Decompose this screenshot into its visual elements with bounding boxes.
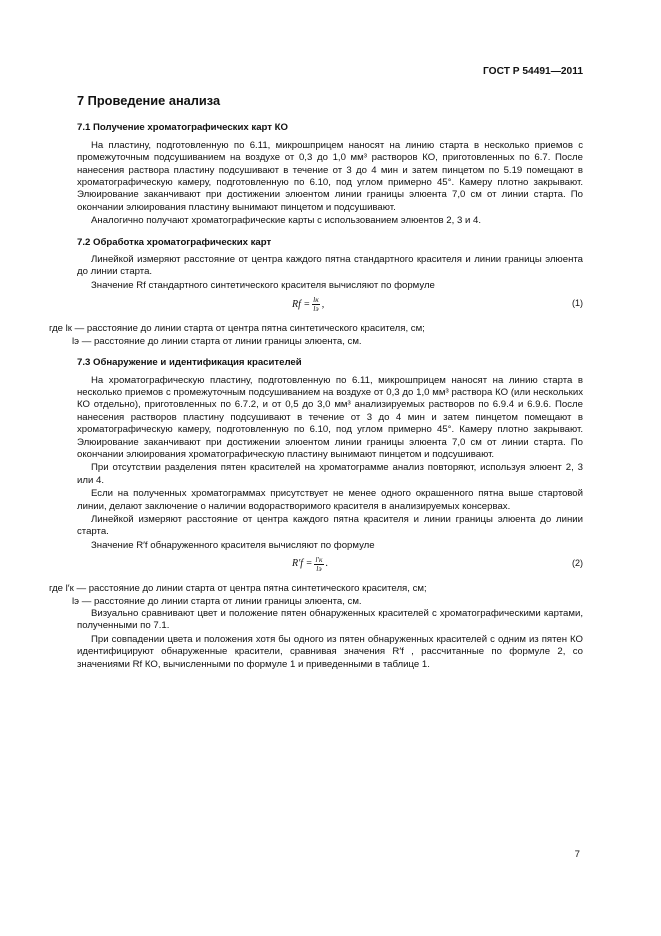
formula-2-expression <box>292 556 328 573</box>
s73-paragraph-4: Линейкой измеряют расстояние от центра каждого пятна красителя и линии границы элюента до линии старта. <box>77 513 583 538</box>
subsection-7-1-title: 7.1 Получение хроматографических карт КО <box>77 122 288 134</box>
s73-paragraph-1: На хроматографическую пластину, подготовленную по 6.11, микрошприцем наносят на линию старта в несколько приемов с промежуточным подсушиванием на воздухе от 0,3 до 1,0 мм³ раствора КО (или нескольких КО отдельно), приготовленных по 6.7.2, и от 0,5 до 3,0 мм³ анализируемых растворов по 6.9.4 и 6.9.6. После нанесения растворов пластину подсушивают в течение от 3 до 4 мин и затем пинцетом помещают в хроматографическую камеру, подготовленную по 6.10, под углом примерно 45°. Камеру плотно закрывают. Элюирование заканчивают при достижении элюентом линии границы элюента 7,0 см от линии старта. По окончании элюирования хроматографическую пластину вынимают пинцетом и подсушивают. <box>77 374 583 460</box>
s73-where-1: где l′к — расстояние до линии старта от центра пятна синтетического красителя, см; <box>49 583 427 595</box>
formula-1-denominator: lэ <box>313 304 319 314</box>
s71-paragraph-2: Аналогично получают хроматографические карты с использованием элюентов 2, 3 и 4. <box>91 215 481 227</box>
formula-1 <box>77 295 583 319</box>
formula-2-number: (2) <box>572 558 583 569</box>
subsection-7-3-title: 7.3 Обнаружение и идентификация красителей <box>77 357 302 369</box>
s73-where-2: lэ — расстояние до линии старта от линии границы элюента, см. <box>72 595 362 607</box>
formula-1-number: (1) <box>572 298 583 309</box>
s73-paragraph-2: При отсутствии разделения пятен красителей на хроматограмме анализ повторяют, используя элюент 2, 3 или 4. <box>77 462 583 486</box>
formula-2-fraction <box>314 556 323 573</box>
page-number: 7 <box>574 849 580 860</box>
formula-1-fraction <box>312 296 320 313</box>
s72-where-2: lэ — расстояние до линии старта от линии границы элюента, см. <box>72 335 362 347</box>
s73-paragraph-7: При совпадении цвета и положения хотя бы одного из пятен обнаруженных красителей с одним из пятен КО идентифицируют обнаруженные красители, сравнивая значения R′f , рассчитанные по формуле 2, со значениями Rf КО, вычисленными по формуле 1 и приведенными в таблице 1. <box>77 633 583 670</box>
formula-2-tail: . <box>325 558 329 570</box>
s73-paragraph-6: Визуально сравнивают цвет и положение пятен обнаруженных красителей с хроматографическими картами, полученными по 7.1. <box>77 608 583 632</box>
formula-1-expression <box>292 296 324 313</box>
page-content <box>49 93 583 672</box>
formula-1-tail: , <box>321 298 325 310</box>
formula-1-lhs: Rf = <box>292 298 311 310</box>
formula-2-lhs: R′f = <box>292 558 313 570</box>
s73-paragraph-3: Если на полученных хроматограммах присутствует не менее одного окрашенного пятна выше стартовой линии, делают заключение о наличии водорастворимого красителя в анализируемых консервах. <box>77 488 583 512</box>
formula-2 <box>77 555 583 579</box>
s71-paragraph-1: На пластину, подготовленную по 6.11, микрошприцем наносят на линию старта в несколько приемов с промежуточным подсушиванием на воздухе от 0,3 до 1,0 мм³ растворов КО, приготовленных по 6.7. После нанесения раствора пластину подсушивают в течение от 3 до 4 мин и затем пинцетом по 5.19 помещают в хроматографическую камеру, подготовленную по 6.10, под углом примерно 45°. Камеру плотно закрывают. Элюирование заканчивают при достижении элюентом линии границы элюента 7,0 см от линии старта. По окончании элюирования пластину вынимают пинцетом и подсушивают. <box>77 139 583 213</box>
s72-paragraph-1: Линейкой измеряют расстояние от центра каждого пятна стандартного красителя и линии границы элюента до линии старта. <box>77 254 583 278</box>
formula-2-numerator: l′к <box>315 555 323 565</box>
formula-1-numerator: lк <box>313 295 319 305</box>
s72-where-1: где lк — расстояние до линии старта от центра пятна синтетического красителя, см; <box>49 323 425 335</box>
formula-2-denominator: lэ <box>316 564 322 574</box>
s72-paragraph-2: Значение Rf стандартного синтетического красителя вычисляют по формуле <box>91 279 435 291</box>
section-title: 7 Проведение анализа <box>77 93 221 108</box>
standard-designation: ГОСТ Р 54491—2011 <box>483 66 583 77</box>
s73-paragraph-5: Значение R′f обнаруженного красителя вычисляют по формуле <box>91 539 375 551</box>
subsection-7-2-title: 7.2 Обработка хроматографических карт <box>77 236 272 248</box>
